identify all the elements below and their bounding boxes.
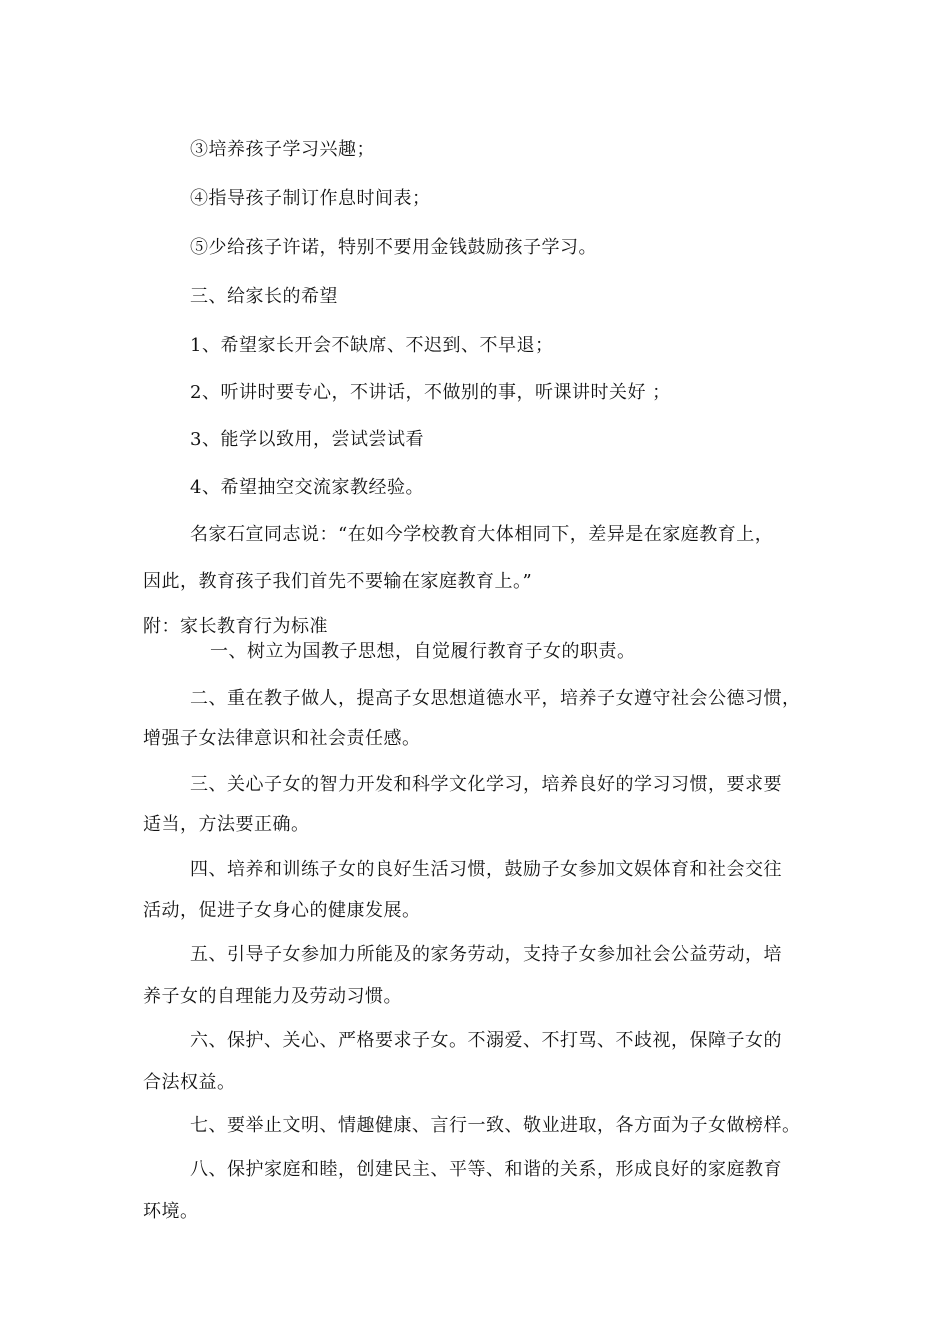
standard-3-line-2: 适当，方法要正确。 bbox=[143, 814, 310, 835]
standard-3-line-1: 三、关心子女的智力开发和科学文化学习，培养良好的学习习惯，要求要 bbox=[190, 774, 782, 795]
standard-4-line-2: 活动，促进子女身心的健康发展。 bbox=[143, 900, 421, 921]
list-item-4: ④指导孩子制订作息时间表； bbox=[190, 188, 431, 209]
quote-line-1: 名家石宣同志说：“在如今学校教育大体相同下，差异是在家庭教育上， bbox=[190, 524, 774, 545]
standard-5-line-2: 养子女的自理能力及劳动习惯。 bbox=[143, 986, 402, 1007]
standard-2-line-1: 二、重在教子做人，提高子女思想道德水平，培养子女遵守社会公德习惯， bbox=[190, 688, 801, 709]
standard-8-line-2: 环境。 bbox=[143, 1201, 199, 1222]
standard-4-line-1: 四、培养和训练子女的良好生活习惯，鼓励子女参加文娱体育和社会交往 bbox=[190, 859, 782, 880]
standard-1: 一、树立为国教子思想，自觉履行教育子女的职责。 bbox=[210, 641, 636, 662]
standard-6-line-1: 六、保护、关心、严格要求子女。不溺爱、不打骂、不歧视，保障子女的 bbox=[190, 1030, 782, 1051]
list-item-3: ③培养孩子学习兴趣； bbox=[190, 139, 375, 160]
hope-item-4: 4、希望抽空交流家教经验。 bbox=[190, 477, 424, 498]
appendix-title: 附：家长教育行为标准 bbox=[143, 616, 328, 637]
standard-5-line-1: 五、引导子女参加力所能及的家务劳动，支持子女参加社会公益劳动，培 bbox=[190, 944, 782, 965]
section-heading: 三、给家长的希望 bbox=[190, 286, 338, 307]
quote-line-2: 因此，教育孩子我们首先不要输在家庭教育上。” bbox=[143, 571, 533, 592]
hope-item-3: 3、能学以致用，尝试尝试看 bbox=[190, 429, 424, 450]
standard-6-line-2: 合法权益。 bbox=[143, 1072, 236, 1093]
hope-item-2: 2、听讲时要专心，不讲话，不做别的事，听课讲时关好 ； bbox=[190, 382, 671, 403]
standard-2-line-2: 增强子女法律意识和社会责任感。 bbox=[143, 728, 421, 749]
standard-7: 七、要举止文明、情趣健康、言行一致、敬业进取，各方面为子女做榜样。 bbox=[190, 1115, 801, 1136]
list-item-5: ⑤少给孩子许诺，特别不要用金钱鼓励孩子学习。 bbox=[190, 237, 597, 258]
standard-8-line-1: 八、保护家庭和睦，创建民主、平等、和谐的关系，形成良好的家庭教育 bbox=[190, 1159, 782, 1180]
hope-item-1: 1、希望家长开会不缺席、不迟到、不早退； bbox=[190, 335, 554, 356]
